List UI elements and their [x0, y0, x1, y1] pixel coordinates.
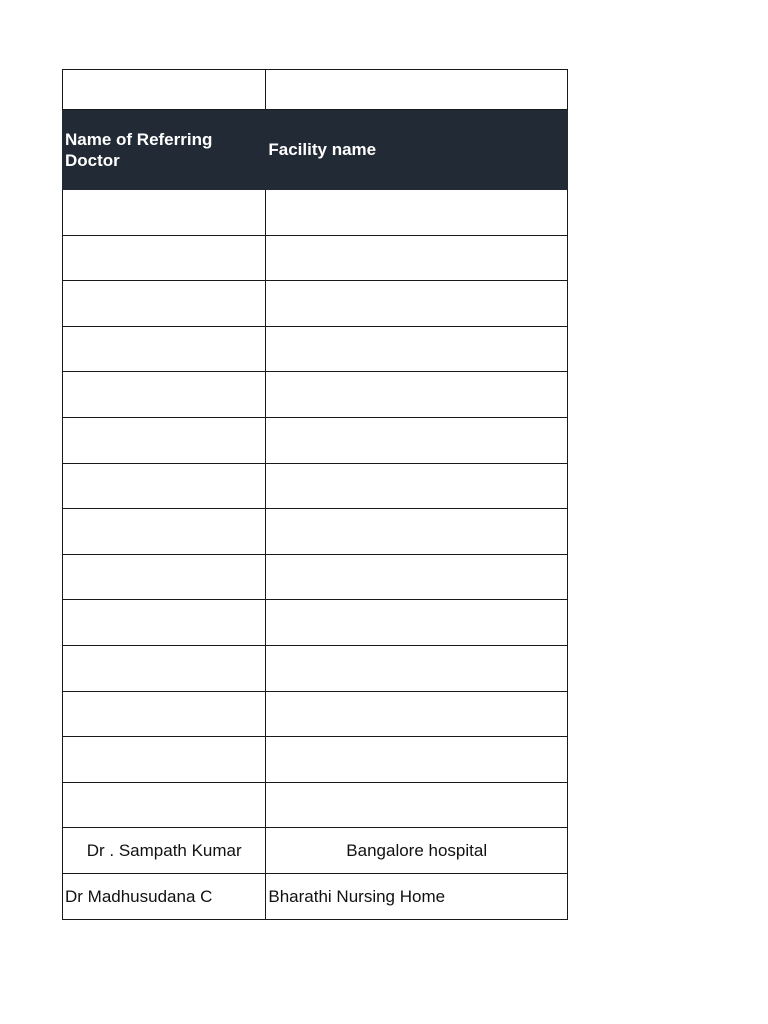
table-row	[63, 554, 568, 600]
table-row	[63, 873, 568, 919]
table-row	[63, 782, 568, 828]
facility-cell[interactable]	[266, 645, 568, 691]
facility-cell[interactable]	[266, 782, 568, 828]
facility-cell[interactable]	[266, 190, 568, 236]
table-row	[63, 828, 568, 874]
table-row	[63, 235, 568, 281]
table-row	[63, 600, 568, 646]
facility-cell[interactable]	[266, 235, 568, 281]
facility-cell[interactable]	[266, 372, 568, 418]
doctor-cell[interactable]: Dr . Sampath Kumar	[63, 828, 266, 874]
doctor-cell[interactable]	[63, 235, 266, 281]
doctor-cell[interactable]	[63, 691, 266, 737]
table-row	[63, 737, 568, 783]
doctor-cell[interactable]	[63, 372, 266, 418]
table-row	[63, 70, 568, 110]
table-row	[63, 417, 568, 463]
facility-cell[interactable]	[266, 509, 568, 555]
table-row	[63, 190, 568, 236]
doctor-cell[interactable]	[63, 509, 266, 555]
facility-cell[interactable]: Bangalore hospital	[266, 828, 568, 874]
blank-cell[interactable]	[63, 70, 266, 110]
facility-cell[interactable]	[266, 600, 568, 646]
table-row	[63, 326, 568, 372]
facility-cell[interactable]	[266, 281, 568, 327]
facility-cell[interactable]	[266, 326, 568, 372]
facility-cell[interactable]: Bharathi Nursing Home	[266, 873, 568, 919]
header-facility-name[interactable]: Facility name	[266, 110, 568, 190]
facility-cell[interactable]	[266, 691, 568, 737]
table-row	[63, 372, 568, 418]
doctor-cell[interactable]	[63, 782, 266, 828]
doctor-cell[interactable]	[63, 190, 266, 236]
table-row	[63, 691, 568, 737]
table-row	[63, 509, 568, 555]
facility-cell[interactable]	[266, 737, 568, 783]
doctor-cell[interactable]	[63, 326, 266, 372]
doctor-cell[interactable]	[63, 737, 266, 783]
facility-cell[interactable]	[266, 417, 568, 463]
doctor-cell[interactable]	[63, 554, 266, 600]
doctor-cell[interactable]	[63, 417, 266, 463]
table-row	[63, 645, 568, 691]
table-row	[63, 281, 568, 327]
facility-cell[interactable]	[266, 554, 568, 600]
table-row	[63, 463, 568, 509]
referral-table	[62, 69, 568, 920]
doctor-cell[interactable]	[63, 645, 266, 691]
doctor-cell[interactable]	[63, 463, 266, 509]
blank-cell[interactable]	[266, 70, 568, 110]
doctor-cell[interactable]	[63, 281, 266, 327]
header-doctor-name[interactable]: Name of Referring Doctor	[63, 110, 266, 190]
doctor-cell[interactable]: Dr Madhusudana C	[63, 873, 266, 919]
doctor-cell[interactable]	[63, 600, 266, 646]
facility-cell[interactable]	[266, 463, 568, 509]
header-row	[63, 110, 568, 190]
